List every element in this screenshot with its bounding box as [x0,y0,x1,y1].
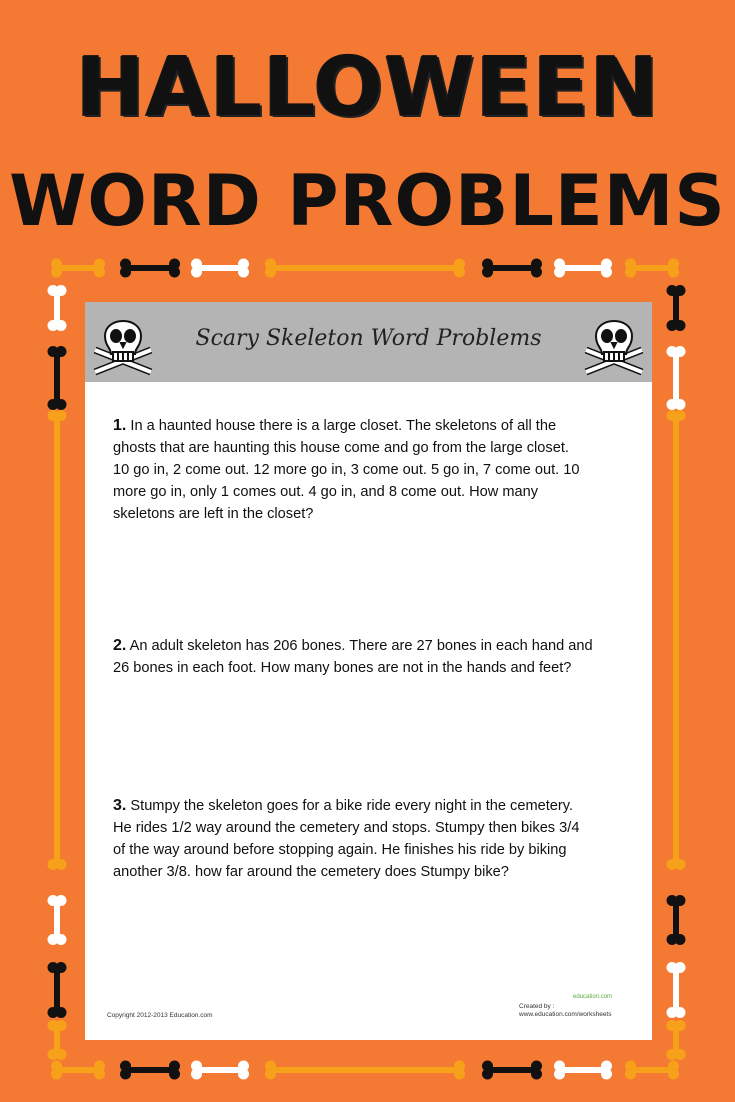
problem-1 [113,415,633,525]
skull-and-crossbones-icon [89,306,157,378]
education-logo: education.com [573,994,613,1000]
bone-icon [667,410,686,870]
problem-line: In a haunted house there is a large closet. The skeletons of all the [130,418,557,434]
bone-icon [120,259,180,278]
bone-icon [554,1061,612,1080]
bone-icon [48,962,67,1018]
problem-3 [113,795,633,883]
created-by-text [519,1003,612,1019]
copyright-text: Copyright 2012-2013 Education.com [107,1012,213,1019]
bone-icon [191,259,249,278]
worksheet-title: Scary Skeleton Word Problems [195,326,542,351]
bone-icon [625,259,679,278]
bone-icon [667,895,686,945]
problem-number: 3. [113,797,127,814]
bone-icon [625,1061,679,1080]
problem-line: An adult skeleton has 206 bones. There are 27 bones in each hand and [129,638,593,654]
bone-icon [667,285,686,331]
bone-icon [482,1061,542,1080]
problem-line: Stumpy the skeleton goes for a bike ride every night in the cemetery. [130,798,574,814]
bone-icon [48,895,67,945]
problem-line: 10 go in, 2 come out. 12 more go in, 3 come out. 5 go in, 7 come out. 10 [113,462,580,478]
bone-icon [667,346,686,410]
worksheets-url: www.education.com/worksheets [519,1011,612,1018]
problem-line: skeletons are left in the closet? [113,506,314,522]
bone-icon [48,410,67,870]
bone-icon [265,259,465,278]
bone-icon [48,346,67,410]
bone-icon [48,1020,67,1060]
skull-and-crossbones-icon [580,306,648,378]
bone-icon [265,1061,465,1080]
problem-line: another 3/8. how far around the cemetery does Stumpy bike? [113,864,509,880]
problem-line: of the way around before stopping again. He finishes his ride by biking [113,842,567,858]
bone-icon [482,259,542,278]
bone-icon [51,1061,105,1080]
bone-icon [667,1020,686,1060]
problem-line: ghosts that are haunting this house come and go from the large closet. [113,440,569,456]
bone-icon [51,259,105,278]
problem-number: 1. [113,417,127,434]
page-subtitle: WORD PROBLEMS [9,160,726,242]
problem-line: more go in, only 1 comes out. 4 go in, and 8 come out. How many [113,484,539,500]
bone-icon [554,259,612,278]
created-by-label: Created by : [519,1003,555,1010]
bone-icon [667,962,686,1018]
problem-number: 2. [113,637,127,654]
page-title: HALLOWEEN [75,40,660,135]
bone-icon [120,1061,180,1080]
problem-2 [113,635,633,679]
worksheet [85,302,652,1040]
worksheet-banner [85,302,652,382]
problem-line: He rides 1/2 way around the cemetery and stops. Stumpy then bikes 3/4 [113,820,580,836]
bone-icon [191,1061,249,1080]
bone-icon [48,285,67,331]
problem-line: 26 bones in each foot. How many bones are not in the hands and feet? [113,660,572,676]
